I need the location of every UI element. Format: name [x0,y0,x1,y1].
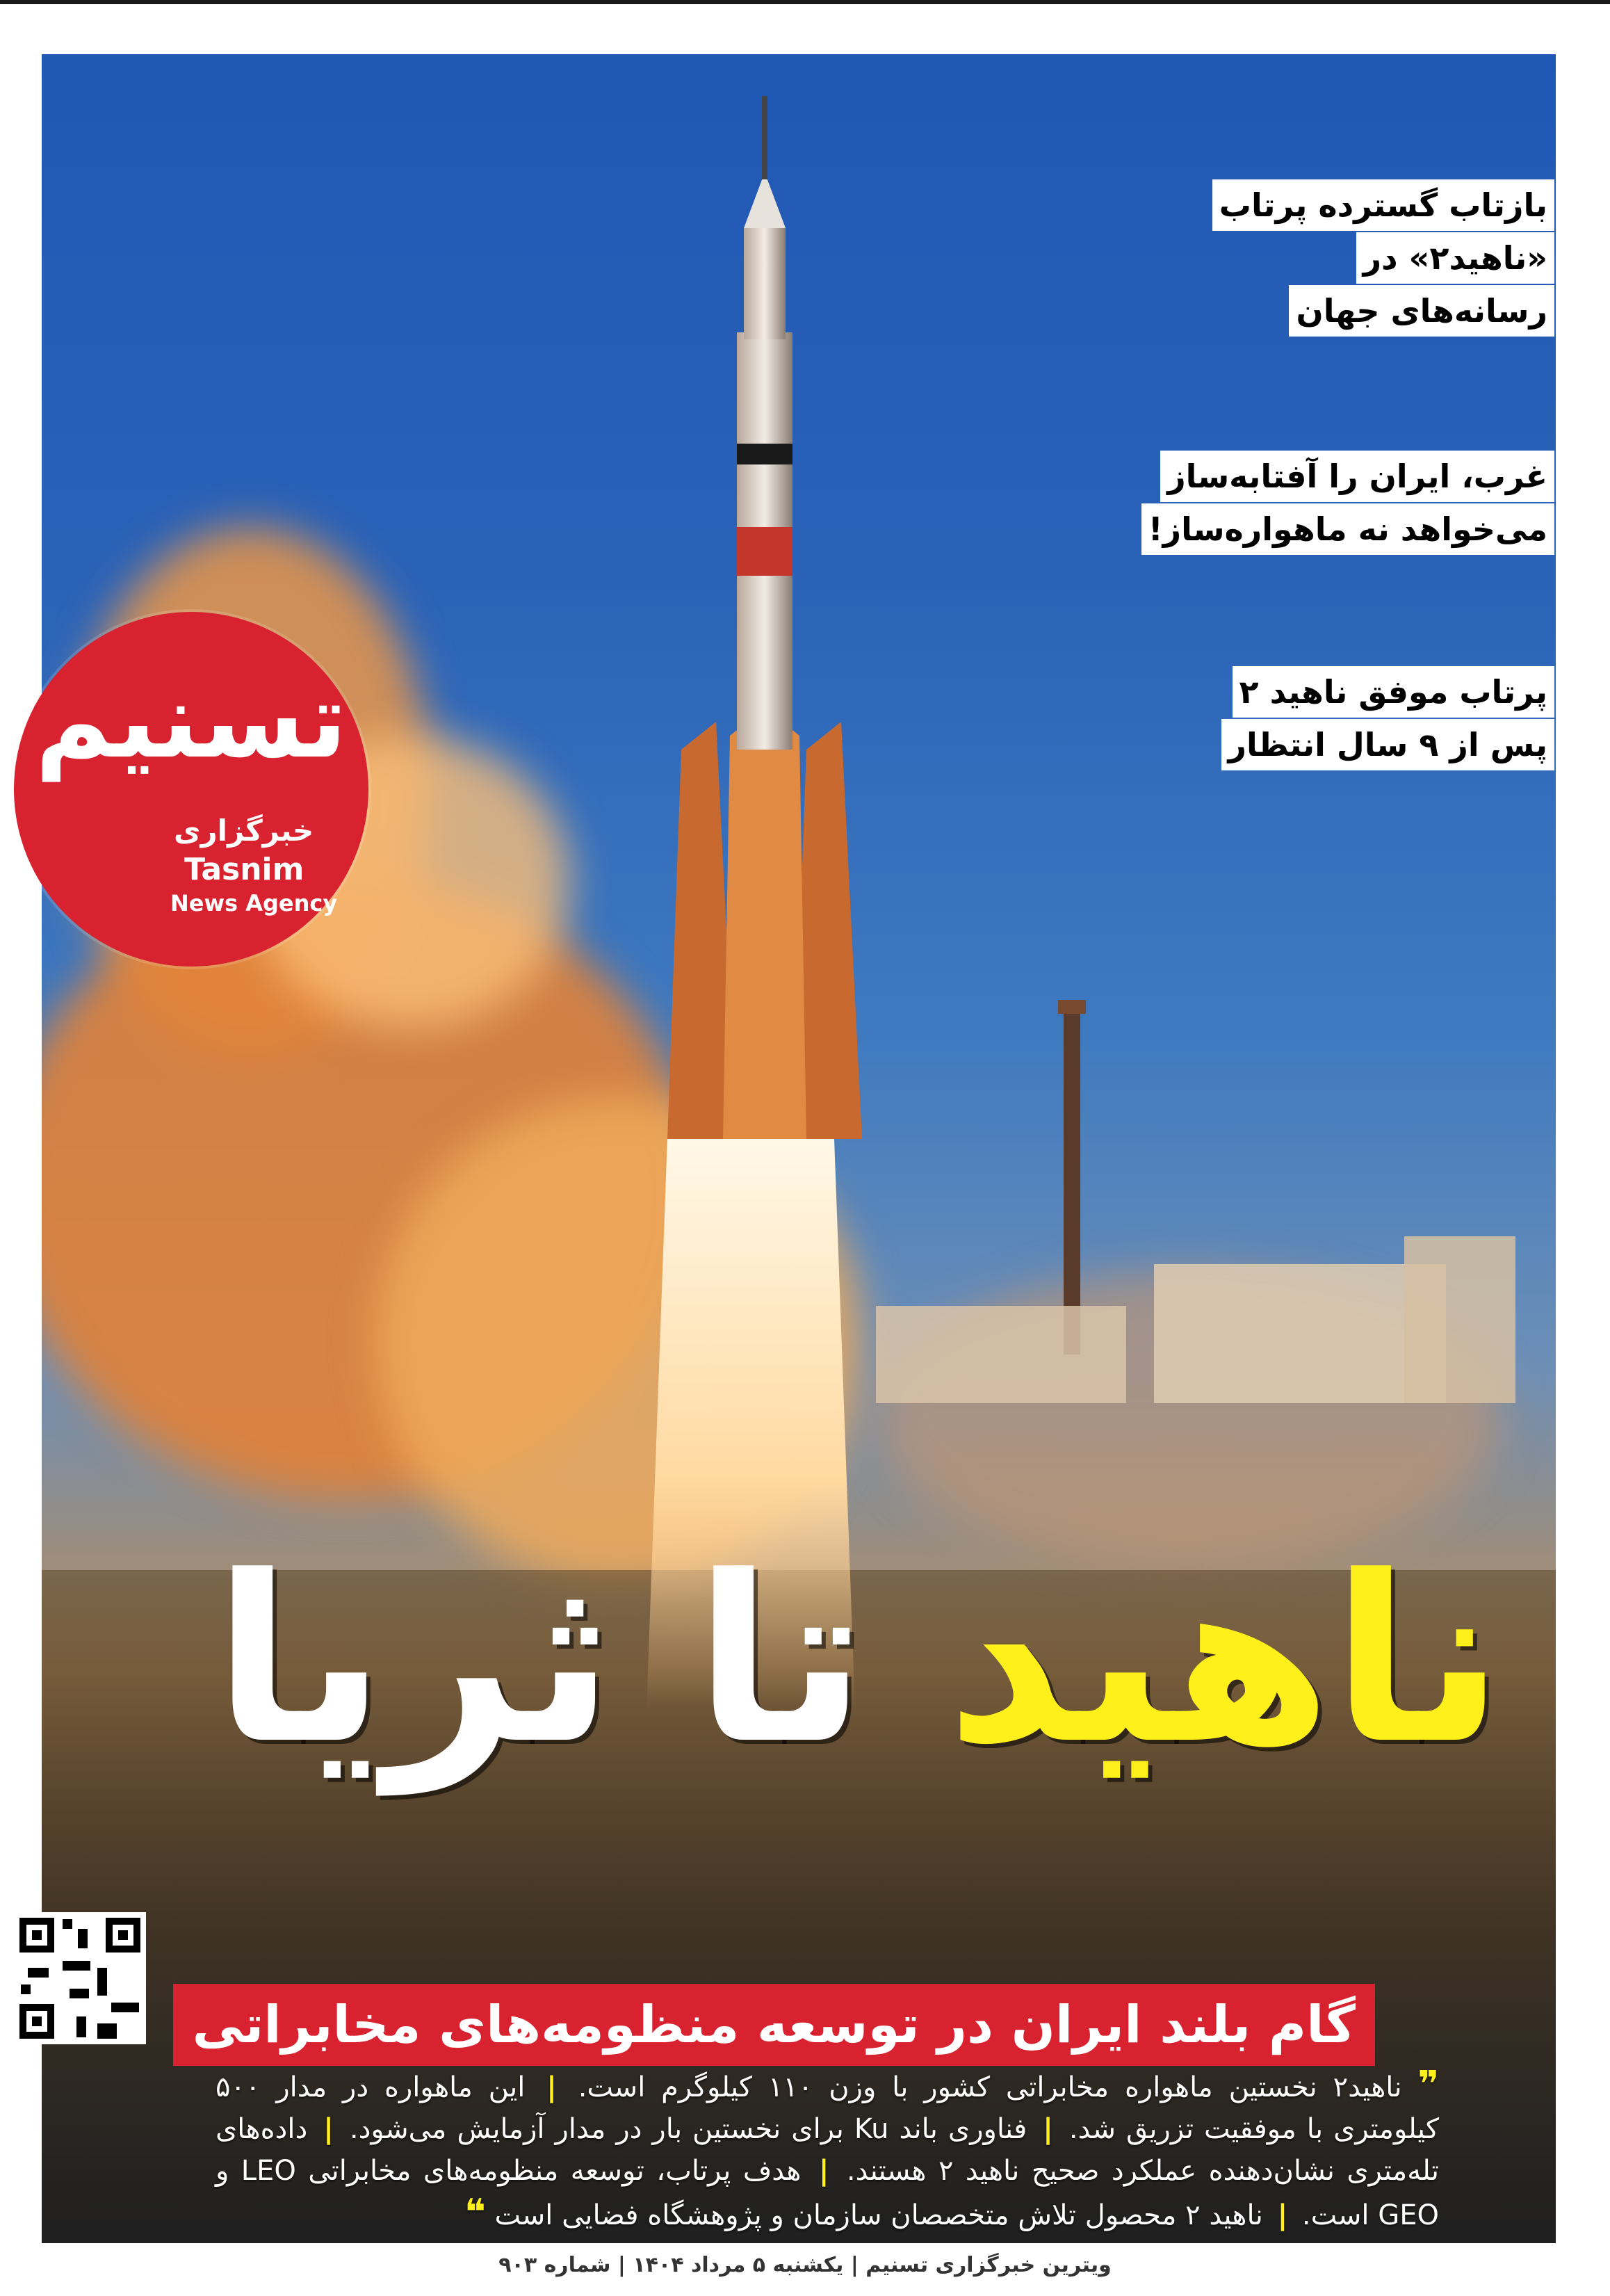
separator-icon: | [1043,2113,1053,2145]
separator-icon: | [818,2155,829,2187]
quote-open-icon: ❞ [1417,2064,1440,2105]
headline-line[interactable]: پرتاب موفق ناهید ۲ [1233,666,1554,718]
body-text [216,2064,1439,2236]
headline-group-1 [1212,179,1554,338]
body-sentence: هدف پرتاب، توسعه منظومه‌های مخابراتی LEO و GEO است. [216,2155,1439,2231]
headline-group-3 [1221,666,1555,772]
title-white-words: تا ثریا [213,1527,867,1794]
separator-icon: | [323,2113,334,2145]
logo-brand-en: Tasnim [184,852,304,887]
top-rule [0,0,1610,4]
quote-close-icon: ❝ [464,2192,486,2233]
headline-line[interactable]: «ناهید۲» در [1356,232,1554,284]
title-yellow-word: ناهید [946,1527,1504,1794]
body-sentence: این ماهواره در مدار ۵۰۰ کیلومتری با موفقیت تزریق شد. [216,2071,1439,2145]
headline-line[interactable]: پس از ۹ سال انتظار [1221,719,1555,770]
headline-group-2 [1141,451,1554,556]
separator-icon: | [1277,2199,1288,2231]
logo-agency-en: News Agency [170,890,338,916]
headline-line[interactable]: بازتاب گسترده پرتاب [1212,179,1554,231]
qr-code-icon[interactable] [14,1912,146,2044]
body-sentence: ناهید۲ نخستین ماهواره مخابراتی کشور با وزن ۱۱۰ کیلوگرم است. [578,2071,1402,2103]
cover-photo [42,54,1556,2243]
footer-dateline: ویترین خبرگزاری تسنیم | یکشنبه ۵ مرداد ۱۴۰۴ | شماره ۹۰۳ [498,2253,1112,2277]
headline-line[interactable]: می‌خواهد نه ماهواره‌ساز! [1141,503,1554,555]
body-sentence: فناوری باند Ku برای نخستین بار در مدار آزمایش می‌شود. [349,2113,1027,2145]
headline-line[interactable]: غرب، ایران را آفتابه‌ساز [1160,451,1554,502]
main-title [174,1527,1543,1794]
subtitle-banner: گام بلند ایران در توسعه منظومه‌های مخابراتی [173,1984,1375,2066]
body-sentence: داده‌های تله‌متری نشان‌دهنده عملکرد صحیح ناهید ۲ هستند. [216,2113,1440,2187]
headline-line[interactable]: رسانه‌های جهان [1289,285,1554,337]
body-sentence: ناهید ۲ محصول تلاش متخصصان سازمان و پژوهشگاه فضایی است [494,2199,1263,2231]
separator-icon: | [546,2071,557,2103]
tasnim-logo[interactable] [14,612,368,967]
logo-script: تسنیم [35,661,348,782]
logo-persian-sub: خبرگزاری [174,814,314,848]
